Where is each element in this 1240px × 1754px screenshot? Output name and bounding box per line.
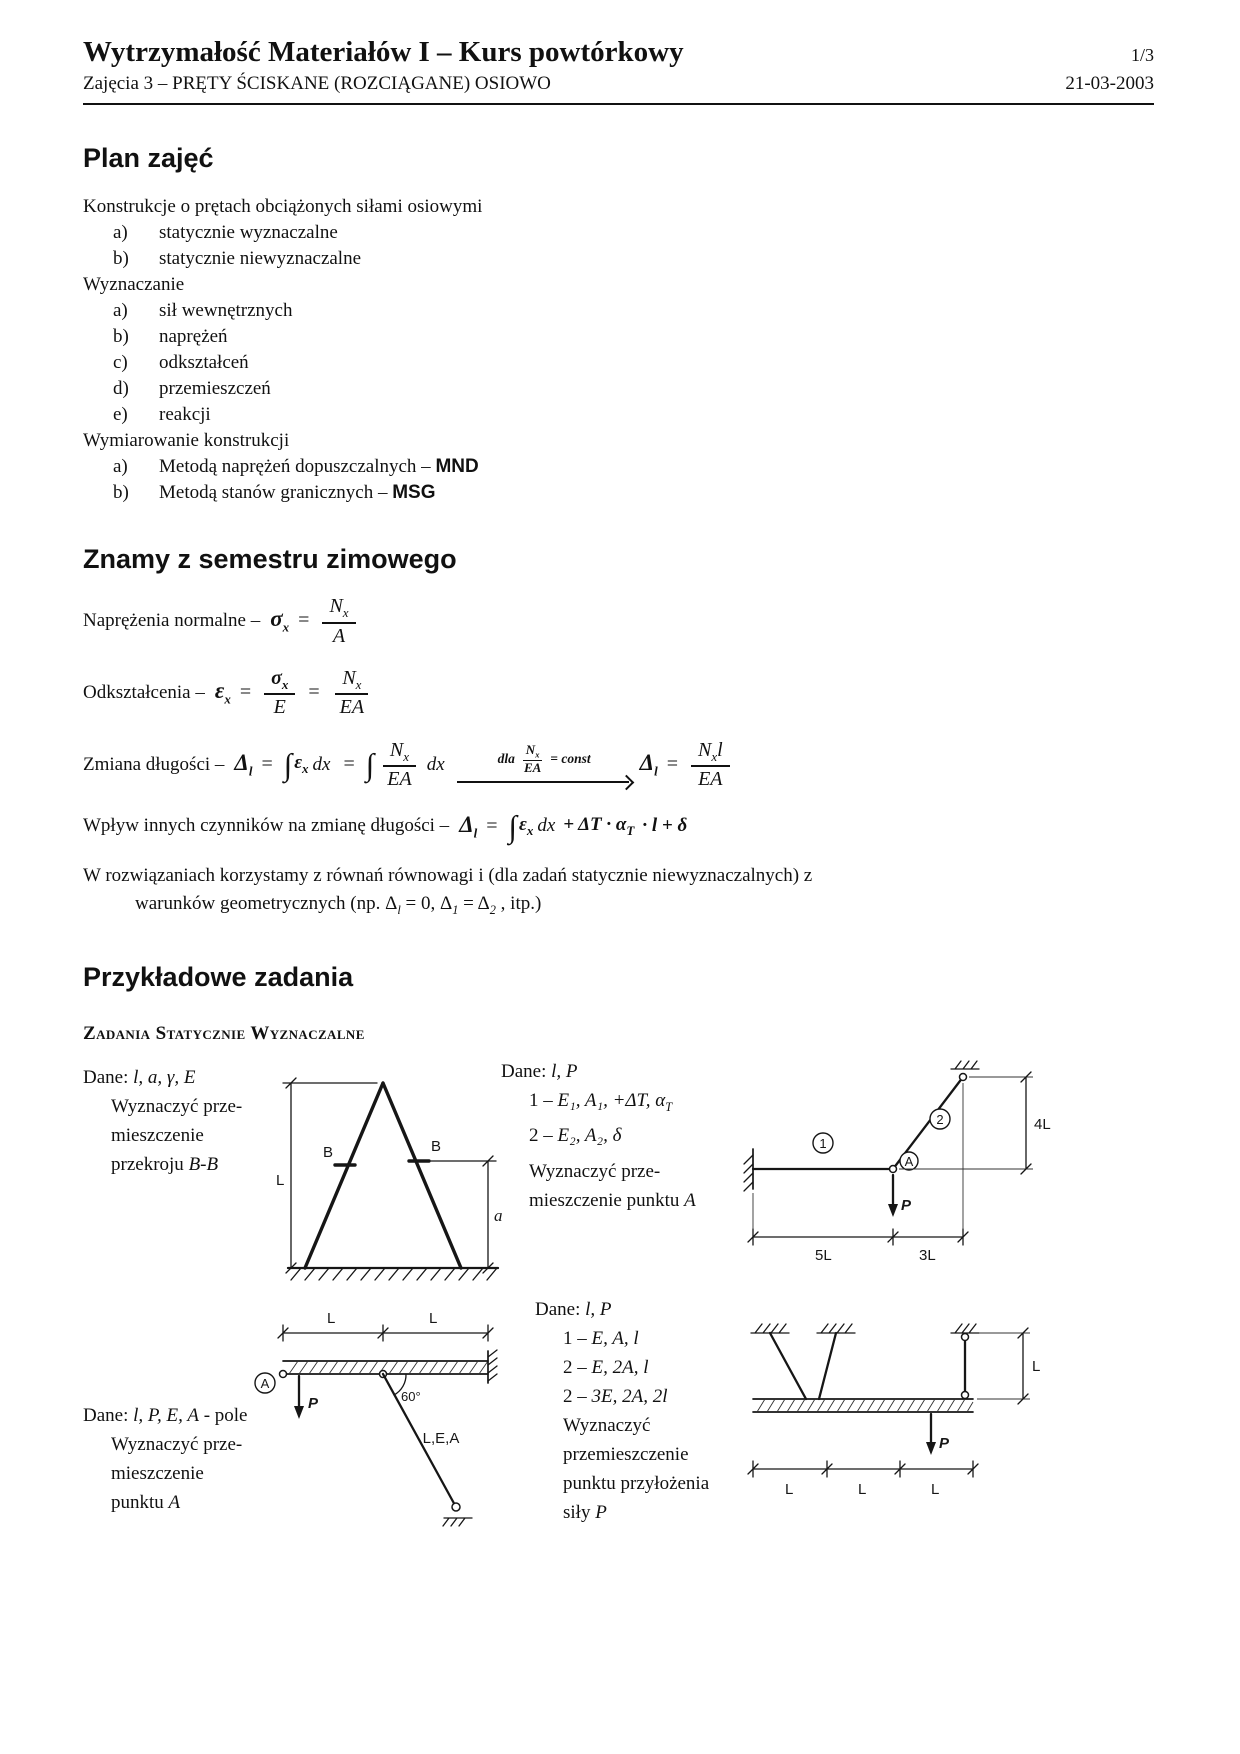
integral-sign: ∫ (283, 747, 293, 783)
delta-l-symbol: $\Delta_l$ (459, 811, 478, 841)
task2-text (501, 1057, 696, 1216)
dimension-label: a (494, 1205, 503, 1225)
task4-text (535, 1295, 709, 1527)
plan-group-title: Konstrukcje o prętach obciążonych siłami osiowymi (83, 196, 483, 217)
point-label: A (260, 1375, 270, 1391)
equals-sign: = (239, 681, 252, 704)
formula-normal-stress (83, 595, 1154, 647)
list-text: statycznie wyznaczalne (159, 222, 338, 243)
epsilon-symbol: $\varepsilon_x$ (214, 678, 231, 707)
task3-text (83, 1401, 247, 1517)
task3-line: Wyznaczyć prze- (111, 1433, 243, 1455)
note-paragraph (83, 862, 1154, 924)
list-marker: a) (113, 300, 128, 321)
dx-term: dx (312, 753, 331, 775)
task2-line: Wyznaczyć prze- (529, 1161, 661, 1183)
dimension-label: L (785, 1480, 794, 1498)
method-abbr: MND (435, 456, 479, 477)
task4-line: 2 – 3E, 2A, 2l (563, 1385, 668, 1407)
dane-label: Dane: (501, 1060, 547, 1082)
bar-left (770, 1333, 806, 1399)
bar-properties-label: L,E,A (422, 1429, 460, 1447)
section-heading-known: Znamy z semestru zimowego (83, 544, 457, 574)
dane-vars: l, a, γ, E (133, 1066, 196, 1088)
header-subtitle-row (83, 73, 1154, 95)
section-heading-plan: Plan zajęć (83, 143, 214, 173)
task1-line: przekroju B-B (111, 1153, 219, 1175)
task1-text (83, 1063, 242, 1179)
section-plan (83, 143, 1154, 506)
list-text: przemieszczeń (159, 378, 271, 399)
document-date: 21-03-2003 (1065, 73, 1154, 94)
fraction: $\frac{N_x}{EA}$ (333, 667, 371, 719)
dane-vars: l, P (585, 1298, 612, 1320)
dimension-label: 3L (919, 1246, 936, 1264)
right-arrow-icon (457, 776, 632, 787)
integral-sign: ∫ (508, 808, 518, 844)
dane-label: Dane: (83, 1066, 129, 1088)
document-title: Wytrzymałość Materiałów I – Kurs powtórkowy (83, 36, 684, 68)
delta-l-symbol: $\Delta_l$ (639, 750, 658, 779)
task3-line: punktu A (111, 1491, 181, 1513)
task4-line: 2 – E, 2A, l (563, 1356, 649, 1378)
list-item (83, 298, 1154, 324)
task3-line: mieszczenie (111, 1462, 204, 1484)
list-item (83, 454, 1154, 480)
condition-arrow: dla $\frac{N_x}{EA}$ = const (457, 743, 632, 788)
equals-sign: = (261, 753, 273, 776)
task4-line: 1 – E, A, l (563, 1327, 639, 1349)
list-item (83, 220, 1154, 246)
bar-number-label: 1 (819, 1135, 827, 1151)
equals-sign: = (298, 609, 310, 632)
dane-vars: l, P (551, 1060, 578, 1082)
dimension-label: L (931, 1480, 940, 1498)
section-known (83, 544, 1154, 924)
diagram-two-bar-system (735, 1057, 1055, 1277)
angle-label: 60° (401, 1388, 421, 1404)
list-text: reakcji (159, 404, 211, 425)
diagram-triangle-truss (273, 1061, 503, 1291)
formula-other-factors (83, 808, 1154, 844)
task2-line: mieszczenie punktu A (529, 1190, 696, 1212)
note-line-2: warunków geometrycznych (np. $\Delta_l = 0$, $\Delta_1 = \Delta_2$ , itp.) (135, 892, 542, 917)
list-marker: b) (113, 326, 129, 347)
list-text: statycznie niewyznaczalne (159, 248, 362, 269)
dimension-label: 4L (1034, 1115, 1051, 1133)
thermal-term: + $\Delta T \cdot \alpha_T$ (563, 813, 635, 838)
task4-line: punktu przyłożenia (563, 1472, 710, 1494)
list-text: Metodą naprężeń dopuszczalnych – (159, 456, 436, 477)
equals-sign: = (343, 753, 355, 776)
dx-term: dx (537, 815, 556, 837)
force-label: P (308, 1394, 319, 1412)
list-item (83, 246, 1154, 272)
note-line-1: W rozwiązaniach korzystamy z równań równowagi i (dla zadań statycznie niewyznaczalnych) z (83, 864, 813, 886)
fraction: $\frac{N_x}{A}$ (322, 595, 355, 647)
list-item (83, 402, 1154, 428)
task4-line: przemieszczenie (563, 1443, 689, 1465)
diagram-beam-inclined-bar (251, 1307, 511, 1552)
epsilon-term: $\varepsilon_x$ (519, 813, 534, 838)
dane-vars: l, P, E, A (133, 1404, 199, 1426)
task1-line: mieszczenie (111, 1124, 204, 1146)
beam (753, 1399, 973, 1412)
bar-number-label: 2 (936, 1111, 944, 1127)
task1-line: Wyznaczyć prze- (111, 1095, 243, 1117)
list-item (83, 480, 1154, 506)
section-heading-tasks: Przykładowe zadania (83, 961, 354, 992)
list-text: naprężeń (159, 326, 228, 347)
list-marker: c) (113, 352, 128, 373)
dane-label: Dane: (535, 1298, 581, 1320)
formula-length-change (83, 739, 1154, 791)
list-marker: e) (113, 404, 128, 425)
dane-suffix: - pole (198, 1404, 248, 1426)
tasks-canvas (83, 1049, 1154, 1589)
formula-label: Naprężenia normalne – (83, 609, 261, 631)
fraction: $\frac{N_x}{EA}$ (380, 739, 418, 791)
list-text: Metodą stanów granicznych – (159, 482, 393, 503)
header (83, 36, 1154, 69)
list-text: odkształceń (159, 352, 249, 373)
task2-line: 2 – E₂, A₂, δ (529, 1125, 622, 1147)
task4-line: Wyznaczyć (563, 1414, 651, 1436)
task4-line: siły P (563, 1501, 607, 1523)
section-tasks (83, 962, 1154, 1589)
equals-sign: = (666, 753, 678, 776)
list-marker: b) (113, 248, 129, 269)
force-label: P (901, 1196, 912, 1214)
task2-line: 1 – E₁, A₁, +ΔT, $\alpha_T$ (529, 1089, 673, 1114)
page-number: 1/3 (1130, 45, 1154, 65)
diagram-hanging-bars-beam (731, 1317, 1051, 1527)
list-text: sił wewnętrznych (159, 300, 293, 321)
equals-sign: = (308, 681, 320, 704)
dimension-label: L (327, 1309, 336, 1327)
plan-group-title: Wymiarowanie konstrukcji (83, 430, 290, 451)
dimension-label: L (429, 1309, 438, 1327)
method-abbr: MSG (392, 482, 436, 503)
dane-label: Dane: (83, 1404, 129, 1426)
document-subtitle: Zajęcia 3 – PRĘTY ŚCISKANE (ROZCIĄGANE) OSIOWO (83, 73, 551, 94)
dimension-label: 5L (815, 1246, 832, 1264)
list-marker: a) (113, 222, 128, 243)
dimension-label: L (276, 1171, 285, 1189)
integral-sign: ∫ (365, 747, 375, 783)
epsilon-term: $\varepsilon_x$ (294, 752, 309, 777)
list-marker: a) (113, 456, 128, 477)
section-mark-label: B (431, 1137, 442, 1155)
list-marker: b) (113, 482, 129, 503)
formula-label: Zmiana długości – (83, 753, 225, 775)
list-item (83, 350, 1154, 376)
bar-middle (819, 1333, 836, 1399)
formula-label: Wpływ innych czynników na zmianę długości – (83, 815, 450, 837)
list-marker: d) (113, 378, 129, 399)
dimension-label: L (1032, 1357, 1041, 1375)
section-mark-label: B (323, 1143, 334, 1161)
header-rule (83, 103, 1154, 105)
delta-l-symbol: $\Delta_l$ (234, 750, 253, 779)
fraction: $\frac{N_xl}{EA}$ (691, 739, 730, 791)
point-label: A (904, 1153, 914, 1169)
list-item (83, 324, 1154, 350)
sigma-symbol: $\sigma_x$ (270, 606, 290, 635)
plan-group-title: Wyznaczanie (83, 274, 185, 295)
formula-label: Odkształcenia – (83, 681, 205, 703)
list-item (83, 376, 1154, 402)
equals-sign: = (486, 814, 498, 837)
tasks-subheading: Zadania Statycznie Wyznaczalne (83, 1022, 365, 1044)
fraction: $\frac{\sigma_x}{E}$ (264, 667, 295, 719)
truss-bars (305, 1083, 461, 1268)
dx-term: dx (426, 753, 445, 775)
dimension-label: L (858, 1480, 867, 1498)
slack-term: · l + δ (642, 815, 688, 837)
formula-strain (83, 667, 1154, 719)
force-label: P (939, 1434, 950, 1452)
fraction: $\frac{N_x}{EA}$ (523, 741, 542, 775)
